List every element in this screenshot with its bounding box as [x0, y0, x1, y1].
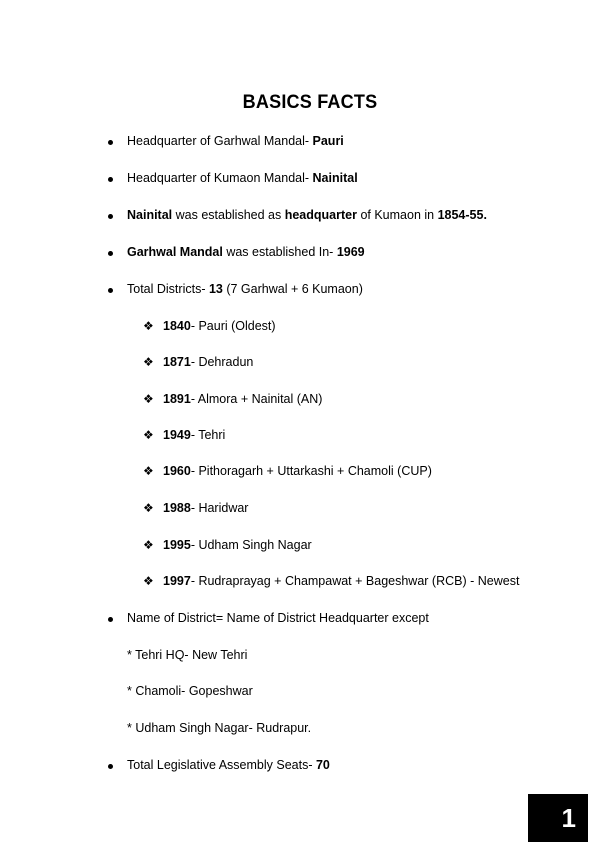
- diamond-bullet-icon: ❖: [143, 355, 154, 369]
- bullet-icon: [108, 214, 113, 219]
- district-item: 1949- Tehri: [163, 428, 226, 442]
- district-item: 1840- Pauri (Oldest): [163, 319, 276, 333]
- district-item: 1960- Pithoragarh + Uttarkashi + Chamoli (CUP): [163, 464, 432, 478]
- page-number: 1: [528, 794, 588, 842]
- fact-garhwal-established: Garhwal Mandal was established In- 1969: [127, 245, 365, 259]
- exception-item: * Chamoli- Gopeshwar: [127, 684, 253, 698]
- bullet-icon: [108, 617, 113, 622]
- district-item: 1995- Udham Singh Nagar: [163, 538, 312, 552]
- district-item: 1997- Rudraprayag + Champawat + Bageshwar (RCB) - Newest: [163, 574, 520, 588]
- page-title: BASICS FACTS: [242, 92, 378, 113]
- bullet-icon: [108, 251, 113, 256]
- bullet-icon: [108, 764, 113, 769]
- bullet-icon: [108, 140, 113, 145]
- fact-district-name-rule: Name of District= Name of District Headquarter except: [127, 611, 429, 625]
- bullet-icon: [108, 177, 113, 182]
- diamond-bullet-icon: ❖: [143, 501, 154, 515]
- diamond-bullet-icon: ❖: [143, 464, 154, 478]
- exception-item: * Udham Singh Nagar- Rudrapur.: [127, 721, 312, 735]
- fact-garhwal-hq: Headquarter of Garhwal Mandal- Pauri: [127, 134, 344, 148]
- exception-item: * Tehri HQ- New Tehri: [127, 648, 248, 662]
- fact-assembly-seats: Total Legislative Assembly Seats- 70: [127, 758, 330, 772]
- bullet-icon: [108, 288, 113, 293]
- fact-nainital-established: Nainital was established as headquarter of Kumaon in 1854-55.: [127, 208, 487, 222]
- diamond-bullet-icon: ❖: [143, 428, 154, 442]
- district-item: 1871- Dehradun: [163, 355, 254, 369]
- fact-kumaon-hq: Headquarter of Kumaon Mandal- Nainital: [127, 171, 358, 185]
- diamond-bullet-icon: ❖: [143, 574, 154, 588]
- district-item: 1988- Haridwar: [163, 501, 249, 515]
- diamond-bullet-icon: ❖: [143, 392, 154, 406]
- diamond-bullet-icon: ❖: [143, 538, 154, 552]
- district-item: 1891- Almora + Nainital (AN): [163, 392, 323, 406]
- diamond-bullet-icon: ❖: [143, 319, 154, 333]
- fact-total-districts: Total Districts- 13 (7 Garhwal + 6 Kumaon): [127, 282, 363, 296]
